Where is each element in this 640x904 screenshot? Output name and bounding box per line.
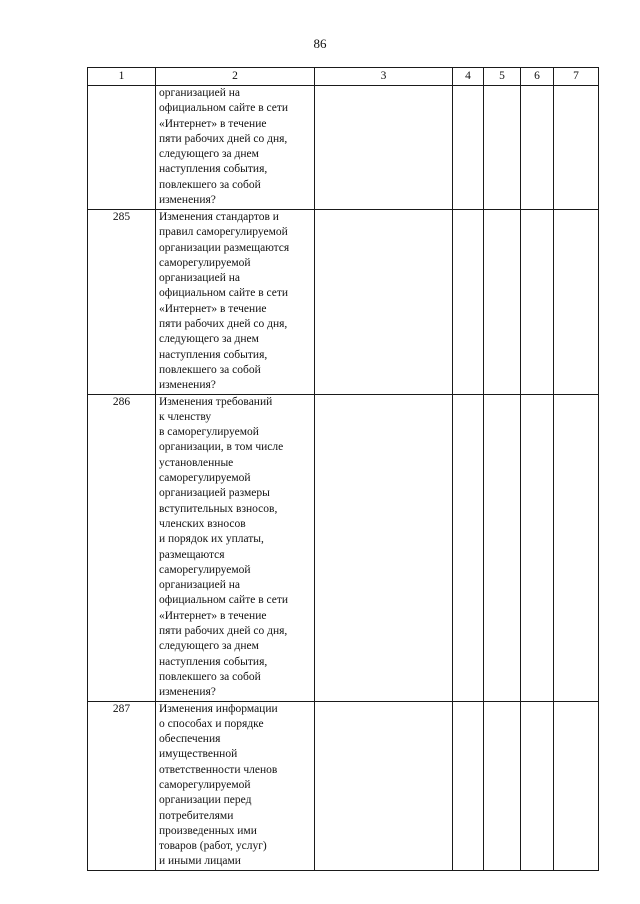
column-header-5: 5 bbox=[484, 68, 521, 86]
empty-cell bbox=[315, 394, 453, 701]
empty-cell bbox=[554, 86, 599, 210]
question-line: пяти рабочих дней со дня, bbox=[159, 625, 288, 638]
checklist-table bbox=[87, 67, 599, 871]
question-cell bbox=[156, 210, 315, 395]
question-line: ответственности членов bbox=[159, 763, 278, 776]
question-line: организации, в том числе bbox=[159, 441, 284, 454]
question-line: Изменения требований bbox=[159, 395, 273, 408]
table-row bbox=[88, 86, 599, 210]
empty-cell bbox=[453, 86, 484, 210]
question-line: организацией размеры bbox=[159, 487, 270, 500]
row-number-cell: 287 bbox=[88, 701, 156, 870]
question-line: размещаются bbox=[159, 548, 225, 561]
empty-cell bbox=[453, 394, 484, 701]
empty-cell bbox=[484, 701, 521, 870]
header-row bbox=[88, 68, 599, 86]
question-line: повлекшего за собой bbox=[159, 178, 261, 191]
column-header-1: 1 bbox=[88, 68, 156, 86]
question-cell bbox=[156, 394, 315, 701]
question-line: членских взносов bbox=[159, 517, 246, 530]
row-number-cell bbox=[88, 86, 156, 210]
question-line: организацией на bbox=[159, 579, 240, 592]
empty-cell bbox=[315, 701, 453, 870]
question-line: организацией на bbox=[159, 87, 240, 99]
empty-cell bbox=[554, 701, 599, 870]
question-line: организации размещаются bbox=[159, 241, 290, 254]
question-line: следующего за днем bbox=[159, 640, 259, 653]
empty-cell bbox=[521, 210, 554, 395]
question-line: саморегулируемой bbox=[159, 563, 251, 576]
question-line: Изменения информации bbox=[159, 702, 278, 715]
question-line: «Интернет» в течение bbox=[159, 117, 267, 130]
question-line: вступительных взносов, bbox=[159, 502, 278, 515]
empty-cell bbox=[484, 394, 521, 701]
empty-cell bbox=[484, 210, 521, 395]
empty-cell bbox=[315, 210, 453, 395]
empty-cell bbox=[554, 210, 599, 395]
question-line: изменения? bbox=[159, 686, 216, 699]
question-line: организацией на bbox=[159, 272, 240, 285]
question-line: правил саморегулируемой bbox=[159, 226, 288, 239]
question-line: товаров (работ, услуг) bbox=[159, 840, 267, 853]
table-row bbox=[88, 701, 599, 870]
question-line: обеспечения bbox=[159, 733, 221, 746]
row-number-cell: 285 bbox=[88, 210, 156, 395]
question-line: и иными лицами bbox=[159, 855, 241, 868]
question-line: следующего за днем bbox=[159, 148, 259, 161]
question-line: пяти рабочих дней со дня, bbox=[159, 318, 288, 331]
empty-cell bbox=[521, 701, 554, 870]
table-row bbox=[88, 394, 599, 701]
question-line: и порядок их уплаты, bbox=[159, 533, 264, 546]
question-line: к членству bbox=[159, 410, 212, 423]
question-line: повлекшего за собой bbox=[159, 670, 261, 683]
empty-cell bbox=[453, 701, 484, 870]
question-line: «Интернет» в течение bbox=[159, 609, 267, 622]
question-line: следующего за днем bbox=[159, 333, 259, 346]
question-line: изменения? bbox=[159, 194, 216, 207]
empty-cell bbox=[484, 86, 521, 210]
column-header-4: 4 bbox=[453, 68, 484, 86]
question-line: организации перед bbox=[159, 794, 252, 807]
question-line: наступления события, bbox=[159, 163, 268, 176]
question-line: наступления события, bbox=[159, 655, 268, 668]
row-number-cell: 286 bbox=[88, 394, 156, 701]
column-header-3: 3 bbox=[315, 68, 453, 86]
question-line: официальном сайте в сети bbox=[159, 102, 289, 115]
page-number: 86 bbox=[313, 36, 327, 51]
question-line: о способах и порядке bbox=[159, 717, 264, 730]
question-line: саморегулируемой bbox=[159, 472, 251, 485]
question-line: официальном сайте в сети bbox=[159, 594, 289, 607]
column-header-6: 6 bbox=[521, 68, 554, 86]
question-line: произведенных ими bbox=[159, 824, 257, 837]
question-line: Изменения стандартов и bbox=[159, 211, 279, 223]
empty-cell bbox=[453, 210, 484, 395]
question-line: наступления события, bbox=[159, 348, 268, 361]
question-line: имущественной bbox=[159, 748, 238, 761]
question-line: изменения? bbox=[159, 379, 216, 392]
table-row bbox=[88, 210, 599, 395]
column-header-7: 7 bbox=[554, 68, 599, 86]
question-line: саморегулируемой bbox=[159, 778, 251, 791]
empty-cell bbox=[554, 394, 599, 701]
question-cell bbox=[156, 86, 315, 210]
empty-cell bbox=[521, 394, 554, 701]
question-line: потребителями bbox=[159, 809, 234, 822]
column-header-2: 2 bbox=[156, 68, 315, 86]
question-line: официальном сайте в сети bbox=[159, 287, 289, 300]
question-line: саморегулируемой bbox=[159, 256, 251, 269]
question-line: установленные bbox=[159, 456, 234, 469]
question-line: повлекшего за собой bbox=[159, 363, 261, 376]
question-cell bbox=[156, 701, 315, 870]
question-line: пяти рабочих дней со дня, bbox=[159, 132, 288, 145]
empty-cell bbox=[521, 86, 554, 210]
question-line: «Интернет» в течение bbox=[159, 302, 267, 315]
empty-cell bbox=[315, 86, 453, 210]
question-line: в саморегулируемой bbox=[159, 426, 259, 439]
